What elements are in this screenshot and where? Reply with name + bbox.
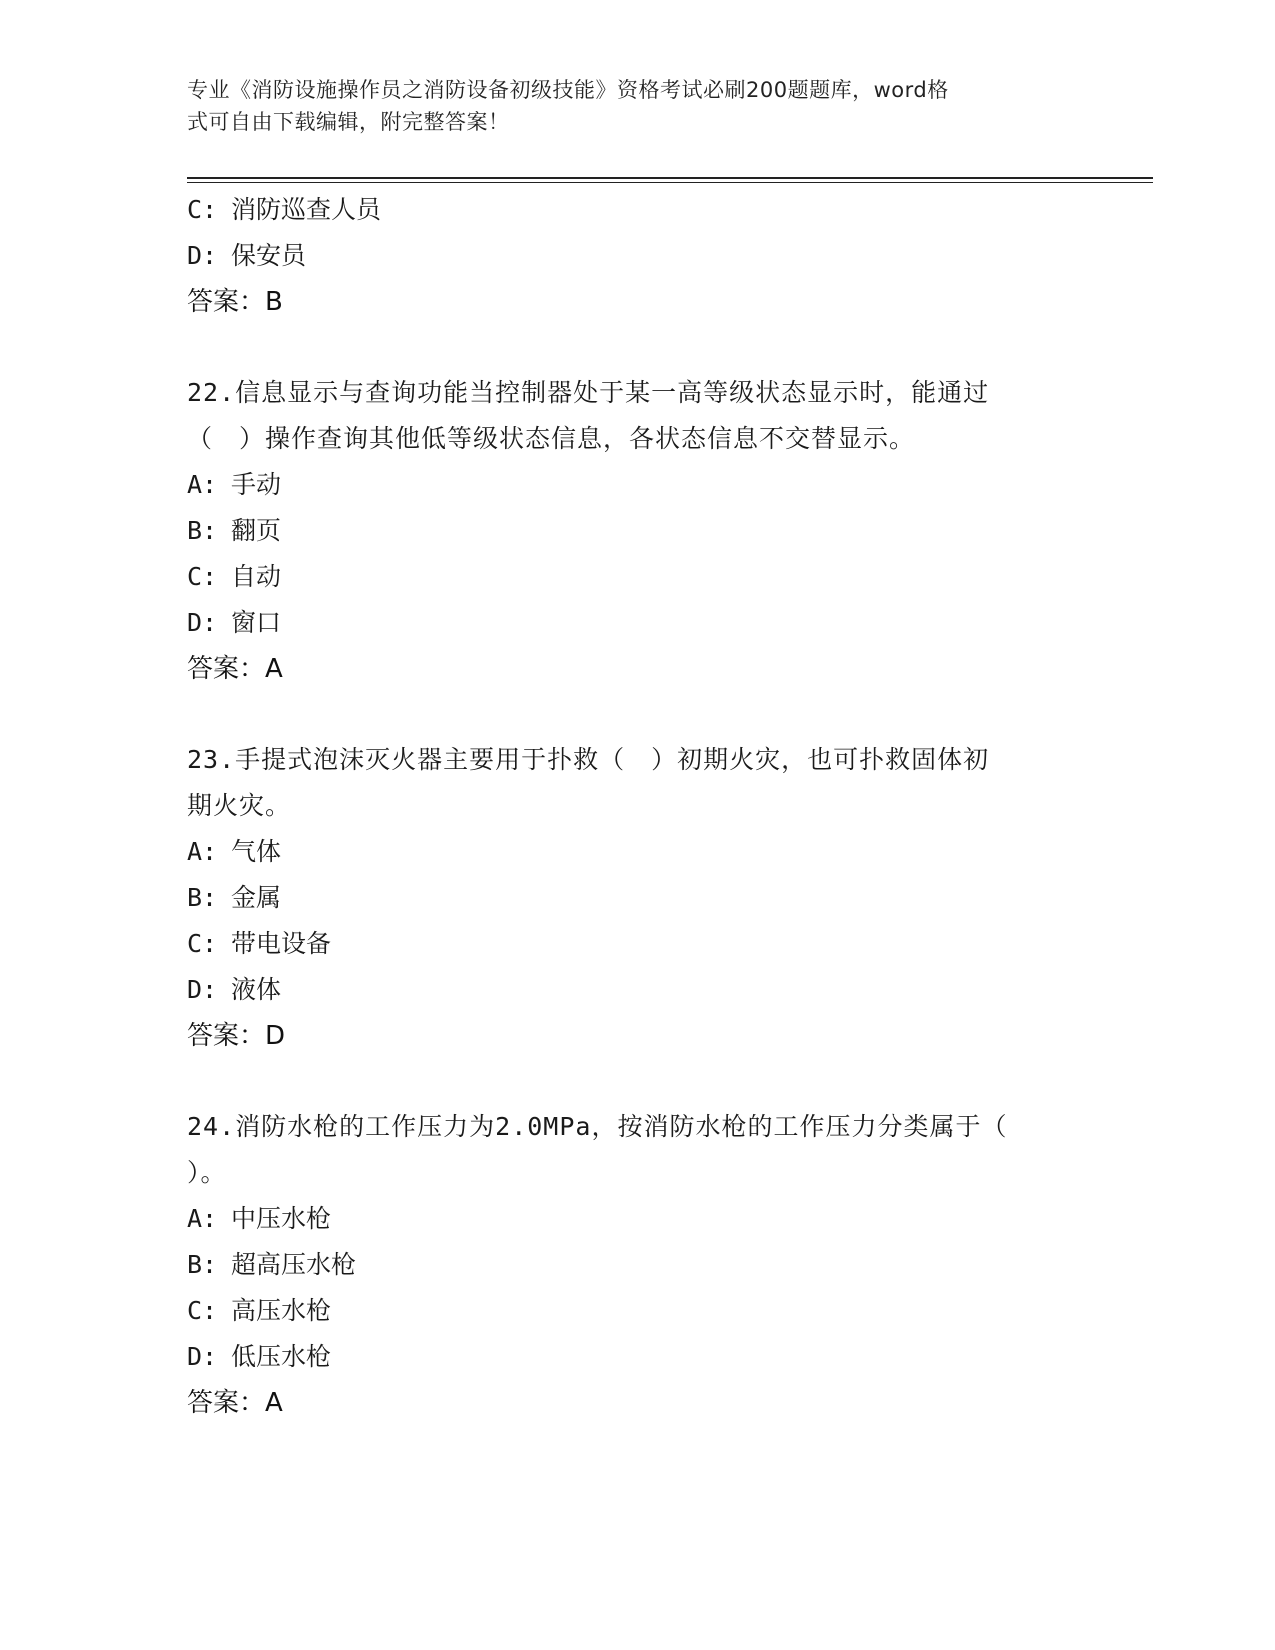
option-c: C: 消防巡查人员	[187, 195, 382, 224]
question-text-line: ）。	[187, 1158, 227, 1187]
question-list	[187, 187, 1087, 1426]
question-text-line: 24.消防水枪的工作压力为2.0MPa，按消防水枪的工作压力分类属于（	[187, 1112, 1008, 1141]
header-divider-thin	[187, 182, 1153, 183]
option-d: D: 窗口	[187, 608, 282, 637]
option-b: B: 翻页	[187, 516, 282, 545]
header-line-1: 专业《消防设施操作员之消防设备初级技能》资格考试必刷200题题库，word格	[187, 78, 949, 102]
question-text-line: 22.信息显示与查询功能当控制器处于某一高等级状态显示时，能通过	[187, 378, 990, 407]
option-a: A: 手动	[187, 470, 282, 499]
option-c: C: 带电设备	[187, 929, 332, 958]
answer-line: 答案：D	[187, 1021, 286, 1051]
option-d: D: 液体	[187, 975, 282, 1004]
option-a: A: 气体	[187, 837, 282, 866]
option-b: B: 金属	[187, 883, 282, 912]
header-line-2: 式可自由下载编辑，附完整答案！	[187, 110, 510, 134]
question-text-line: 期火灾。	[187, 791, 292, 820]
option-d: D: 低压水枪	[187, 1342, 332, 1371]
question-text-line: 23.手提式泡沫灭火器主要用于扑救（ ）初期火灾，也可扑救固体初	[187, 745, 990, 774]
question-fragment-21	[187, 187, 1087, 325]
question-22	[187, 370, 1087, 692]
option-c: C: 高压水枪	[187, 1296, 332, 1325]
header-divider-thick	[187, 177, 1153, 179]
answer-line: 答案：A	[187, 654, 283, 684]
option-d: D: 保安员	[187, 241, 307, 270]
question-text-line: （ ）操作查询其他低等级状态信息，各状态信息不交替显示。	[187, 424, 916, 453]
option-c: C: 自动	[187, 562, 282, 591]
option-b: B: 超高压水枪	[187, 1250, 357, 1279]
answer-line: 答案：B	[187, 287, 283, 317]
option-a: A: 中压水枪	[187, 1204, 332, 1233]
question-24	[187, 1104, 1087, 1426]
document-header	[187, 74, 1077, 138]
question-23	[187, 737, 1087, 1059]
answer-line: 答案：A	[187, 1388, 283, 1418]
